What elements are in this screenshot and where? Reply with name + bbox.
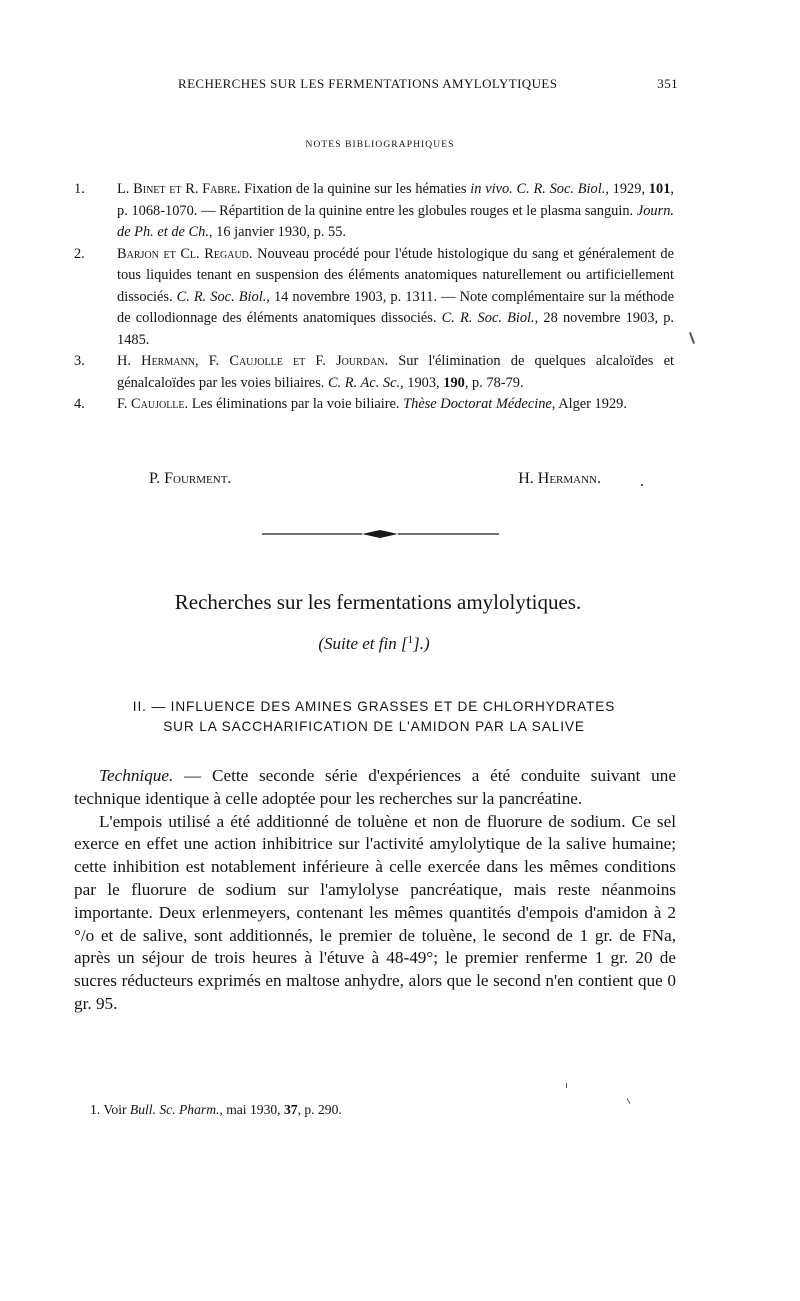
print-speck (641, 484, 643, 486)
footnote-page: , p. 290. (297, 1102, 342, 1117)
reference-authors: L. Binet et R. Fabre. (117, 181, 241, 197)
page-number: 351 (657, 76, 678, 91)
reference-text: , 16 janvier 1930, p. 55. (208, 224, 347, 240)
reference-entry (74, 351, 674, 394)
reference-entry (74, 394, 674, 416)
reference-text: 190 (443, 374, 465, 391)
signature-fourment: P. Fourment. (149, 470, 232, 487)
running-head (178, 76, 678, 96)
reference-authors: F. Caujolle. (117, 396, 189, 412)
reference-text: 101 (648, 181, 671, 197)
reference-text: , p. 78-79. (464, 374, 524, 391)
section-divider-ornament (262, 527, 499, 541)
reference-text: Thèse Doctorat Médecine (403, 396, 552, 412)
reference-text: , 14 novembre 1903, p. 1311. — Note complémentaire sur la méthode de collodionnage des éléments anatomiques dissociés. (117, 288, 674, 326)
reference-number: 1. (74, 181, 85, 197)
article-subtitle (0, 634, 748, 654)
reference-number: 3. (74, 353, 85, 369)
paragraph-lead: Technique. (99, 766, 174, 785)
section-heading-line-2: SUR LA SACCHARIFICATION DE L'AMIDON PAR LA SALIVE (163, 719, 585, 734)
notes-heading: NOTES BIBLIOGRAPHIQUES (305, 140, 455, 150)
reference-text: , p. 1068-1070. — Répartition de la quinine entre les globules rouges et le plasma sanguin. (117, 181, 674, 219)
reference-authors: H. Hermann, F. Caujolle et F. Jourdan. (117, 353, 389, 369)
reference-text: Journ. de Ph. et de Ch. (117, 202, 674, 240)
reference-number: 4. (74, 396, 85, 412)
signatures (149, 470, 601, 494)
paragraph-1-text: — Cette seconde série d'expériences a été conduite suivant une technique identique à celle adoptée pour les recherches sur la pancréatine. (74, 766, 676, 808)
reference-text: , 1929, (605, 181, 649, 197)
reference-text: C. R. Ac. Sc. (328, 374, 401, 391)
paragraph-empois: L'empois utilisé a été additionné de toluène et non de fluorure de sodium. Ce sel exerce en effet une action inhibitrice sur l'activité amylolytique de la salive humaine; cette inhibition est notablement inférieure à celle exercée dans les mêmes conditions par le fluorure de sodium sur l'amylolyse pancréatique, mais reste néanmoins importante. Deux erlenmeyers, contenant les mêmes quantités d'empois d'amidon à 2 °/o et de salive, sont additionnés, le premier de toluène, le second de 1 gr. de FNa, après un séjour de trois heures à l'étuve à 48-49°; le premier renferme 1 gr. 20 de sucres réducteurs exprimés en maltose anhydre, alors que le second n'en contient que 0 gr. 95. (74, 811, 676, 1013)
reference-text: Nouveau procédé pour l'étude histologique du sang et généralement de tous liquides tenant en suspension des éléments anatomiques naturellement ou artificiellement dissociés. (117, 245, 674, 305)
paragraph-technique (74, 765, 676, 811)
reference-authors: Barjon et Cl. Regaud. (117, 245, 253, 262)
reference-text: , 1903, (400, 374, 444, 391)
section-heading-line-1: II. — INFLUENCE DES AMINES GRASSES ET DE CHLORHYDRATES (132, 699, 616, 714)
footnote-number: 1. (90, 1102, 101, 1117)
subtitle-end: ].) (413, 634, 430, 653)
section-heading (0, 697, 748, 737)
reference-text: Sur l'élimination de quelques alcaloïdes et génalcaloïdes par les voies biliaires. (117, 353, 674, 391)
reference-entry (74, 244, 674, 352)
footnote-journal: Bull. Sc. Pharm. (129, 1102, 220, 1117)
bibliography-list (74, 179, 674, 416)
article-title: Recherches sur les fermentations amylolytiques. (174, 590, 582, 614)
signature-hermann: H. Hermann. (518, 470, 601, 487)
footnote-prefix: Voir (100, 1102, 130, 1117)
reference-number: 2. (74, 245, 85, 262)
reference-entry (74, 179, 674, 244)
reference-text: Les éliminations par la voie biliaire. (188, 396, 404, 412)
body-text (74, 765, 676, 1016)
reference-text: C. R. Soc. Biol. (441, 310, 535, 326)
reference-text: , Alger 1929. (551, 396, 627, 412)
subtitle-text: (Suite et fin [ (318, 634, 408, 653)
print-speck (689, 332, 695, 344)
footnote (90, 1102, 690, 1118)
reference-text: , 28 novembre 1903, p. 1485. (117, 310, 674, 348)
footnote-volume: 37 (283, 1102, 298, 1117)
reference-text: Fixation de la quinine sur les hématies (240, 181, 471, 197)
subtitle-footnote-marker: 1 (407, 634, 414, 646)
reference-text: in vivo. C. R. Soc. Biol. (470, 181, 606, 197)
running-title: RECHERCHES SUR LES FERMENTATIONS AMYLOLYTIQUES (178, 76, 558, 91)
reference-text: C. R. Soc. Biol. (176, 288, 267, 305)
footnote-date: , mai 1930, (219, 1102, 284, 1117)
print-speck (566, 1083, 567, 1088)
